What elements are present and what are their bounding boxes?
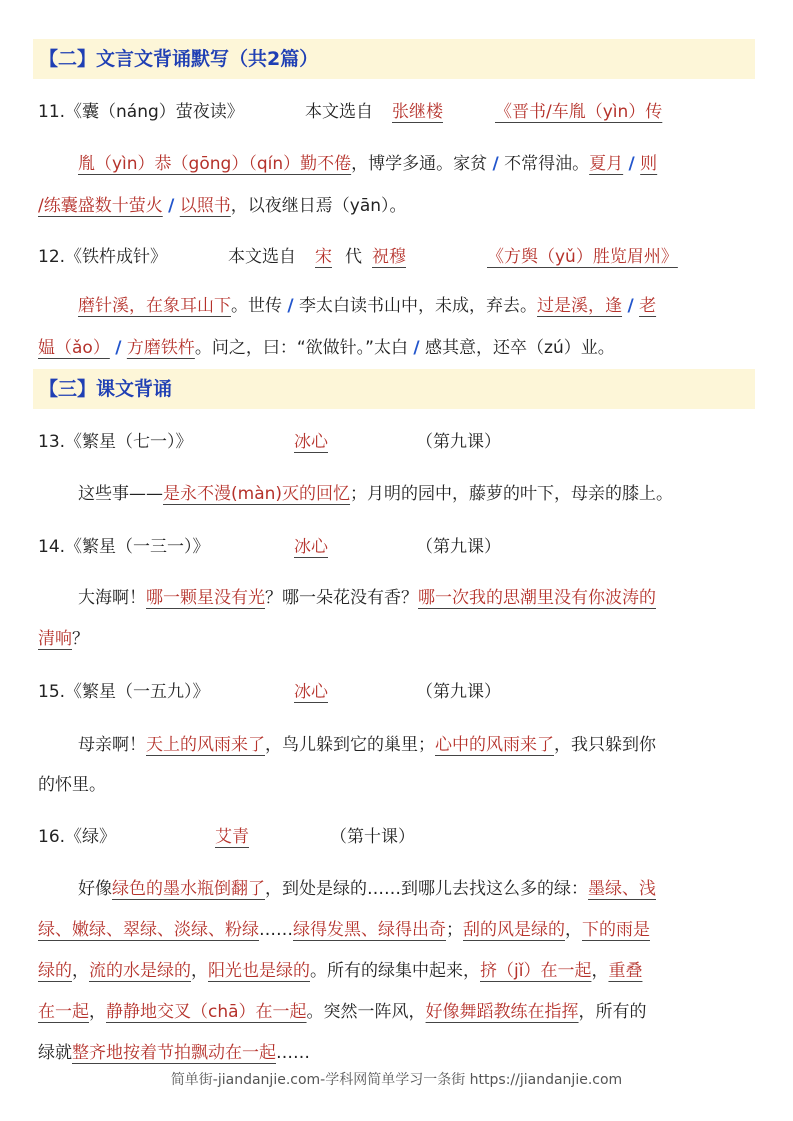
q16-fill: 绿色的墨水瓶倒翻了: [112, 879, 265, 899]
q12-text: 。世传: [231, 296, 282, 316]
q16-text: 。突然一阵风，: [306, 1002, 426, 1022]
q16-line-1: [78, 877, 656, 901]
q11-text: 不常得油。: [504, 154, 590, 174]
q12-fill: 媪（ǎo）: [38, 338, 110, 358]
q16-author: 艾青: [215, 827, 249, 847]
q12-fill: 老: [639, 296, 657, 316]
q16-text: 。所有的绿集中起来，: [310, 961, 480, 981]
q15-text: ，鸟儿躲到它的巢里；: [265, 735, 435, 755]
q15-text: 母亲啊！: [78, 735, 146, 755]
q16-line-3: [38, 959, 642, 983]
pause-slash: /: [413, 338, 420, 358]
section-header-recitation: 【三】课文背诵: [33, 369, 755, 409]
q16-fill: 在一起: [38, 1002, 89, 1022]
q16-fill: 好像舞蹈教练在指挥: [425, 1002, 579, 1022]
q16-fill: 阳光也是绿的: [208, 961, 310, 981]
q16-text: ，: [191, 961, 208, 981]
q12-line-1: [78, 294, 656, 318]
q16-fill: 墨绿、浅: [588, 879, 656, 899]
q13-fill: 是永不漫(màn)灭的回忆: [163, 484, 351, 504]
q14-text: ？: [72, 629, 89, 649]
q11-fill: 夏月: [589, 154, 624, 174]
q16-text: ，: [565, 920, 582, 940]
q16-text: ，到处是绿的……到哪儿去找这么多的绿：: [265, 879, 588, 899]
q12-author: 祝穆: [372, 247, 406, 267]
q12-dynasty: 宋: [315, 247, 332, 267]
q14-line-2: [38, 627, 89, 651]
q16-text: 好像: [78, 879, 112, 899]
q12-title: 12.《铁杵成针》: [38, 247, 168, 267]
q13-text: 这些事——: [78, 484, 163, 504]
q16-fill: 流的水是绿的: [89, 961, 191, 981]
q11-text: ，博学多通。家贫: [351, 154, 488, 174]
q11-fill: 则: [640, 154, 658, 174]
q14-title: 14.《繁星（一三一）》: [38, 537, 210, 557]
q15-title: 15.《繁星（一五九）》: [38, 682, 210, 702]
q11-source-label: 本文选自: [305, 102, 373, 122]
q16-line-4: [38, 1000, 647, 1024]
q16-fill: 静静地交叉（chā）在一起: [106, 1002, 307, 1022]
q16-fill: 绿的: [38, 961, 72, 981]
q12-text: 李太白读书山中，未成，弃去。: [299, 296, 538, 316]
q15-fill: 天上的风雨来了: [146, 735, 265, 755]
q16-text: ，: [89, 1002, 106, 1022]
q12-book: 《方舆（yǔ）胜览眉州》: [487, 247, 678, 267]
q12-text: 。问之，曰：“欲做针。”太白: [194, 338, 408, 358]
q14-fill: 哪一颗星没有光: [146, 588, 265, 608]
q11-fill: /练囊盛数十萤火: [38, 196, 163, 216]
section-header-classical: 【二】文言文背诵默写（共2篇）: [33, 39, 755, 79]
q14-fill: 哪一次我的思潮里没有你波涛的: [418, 588, 656, 608]
q13-lesson: （第九课）: [416, 432, 501, 452]
q15-author: 冰心: [294, 682, 328, 702]
q15-line-2: 的怀里。: [38, 775, 106, 795]
q16-text: ……: [276, 1043, 310, 1063]
q11-text: ，以夜继日焉（yān）。: [230, 196, 407, 216]
q15-text: ，我只躲到你: [554, 735, 656, 755]
q16-fill: 绿、嫩绿、翠绿、淡绿、粉绿: [38, 920, 259, 940]
q16-fill: 挤（jǐ）在一起: [480, 961, 592, 981]
pause-slash: /: [628, 154, 635, 174]
q14-line-1: [78, 586, 656, 610]
q11-line-1: [78, 152, 657, 176]
pause-slash: /: [627, 296, 634, 316]
q16-fill: 绿得发黑、绿得出奇: [293, 920, 446, 940]
q11-author: 张继楼: [392, 102, 443, 122]
q16-text: ，: [591, 961, 609, 981]
q13-title: 13.《繁星（七一）》: [38, 432, 193, 452]
q16-text: 绿就: [38, 1043, 72, 1063]
q16-line-5: [38, 1041, 310, 1065]
q16-fill: 下的雨是: [582, 920, 650, 940]
pause-slash: /: [168, 196, 175, 216]
q12-fill: 磨针溪，在象耳山下: [78, 296, 231, 316]
q16-text: ，所有的: [578, 1002, 647, 1022]
q12-dai: 代: [345, 247, 362, 267]
pause-slash: /: [287, 296, 294, 316]
q14-text: 大海啊！: [78, 588, 146, 608]
q16-text: ，: [72, 961, 89, 981]
q11-fill: 胤（yìn）恭（gōng）（qín）勤不倦: [78, 154, 352, 174]
q13-text: ；月明的园中，藤萝的叶下，母亲的膝上。: [350, 484, 674, 504]
q15-fill: 心中的风雨来了: [435, 735, 554, 755]
q11-fill: 以照书: [179, 196, 231, 216]
q15-line-1: [78, 733, 656, 757]
q16-fill: 重叠: [608, 961, 643, 981]
q16-fill: 整齐地按着节拍飘动在一起: [72, 1043, 276, 1063]
pause-slash: /: [115, 338, 122, 358]
q12-fill: 方磨铁杵: [126, 338, 195, 358]
q11-book: 《晋书/车胤（yìn）传: [495, 102, 663, 122]
q14-lesson: （第九课）: [416, 537, 501, 557]
q12-text: 感其意，还卒（zú）业。: [425, 338, 615, 358]
q16-line-2: [38, 918, 650, 942]
q16-text: ……: [259, 920, 293, 940]
q16-text: ；: [446, 920, 463, 940]
q13-author: 冰心: [294, 432, 328, 452]
footer-watermark: 简单街-jiandanjie.com-学科网简单学习一条街 https://jiandanjie.com: [170, 1072, 623, 1088]
q14-fill: 清响: [38, 629, 72, 649]
q11-line-2: [38, 194, 407, 218]
q15-lesson: （第九课）: [416, 682, 501, 702]
q12-line-2: [38, 336, 615, 360]
q16-lesson: （第十课）: [330, 827, 415, 847]
q12-fill: 过是溪，逢: [537, 296, 623, 316]
q11-title: 11.《囊（náng）萤夜读》: [38, 102, 244, 122]
q16-title: 16.《绿》: [38, 827, 117, 847]
q12-source-label: 本文选自: [228, 247, 296, 267]
q16-fill: 刮的风是绿的: [463, 920, 565, 940]
q14-author: 冰心: [294, 537, 328, 557]
q14-text: ？哪一朵花没有香？: [265, 588, 418, 608]
q13-line-1: [78, 482, 673, 506]
pause-slash: /: [492, 154, 499, 174]
